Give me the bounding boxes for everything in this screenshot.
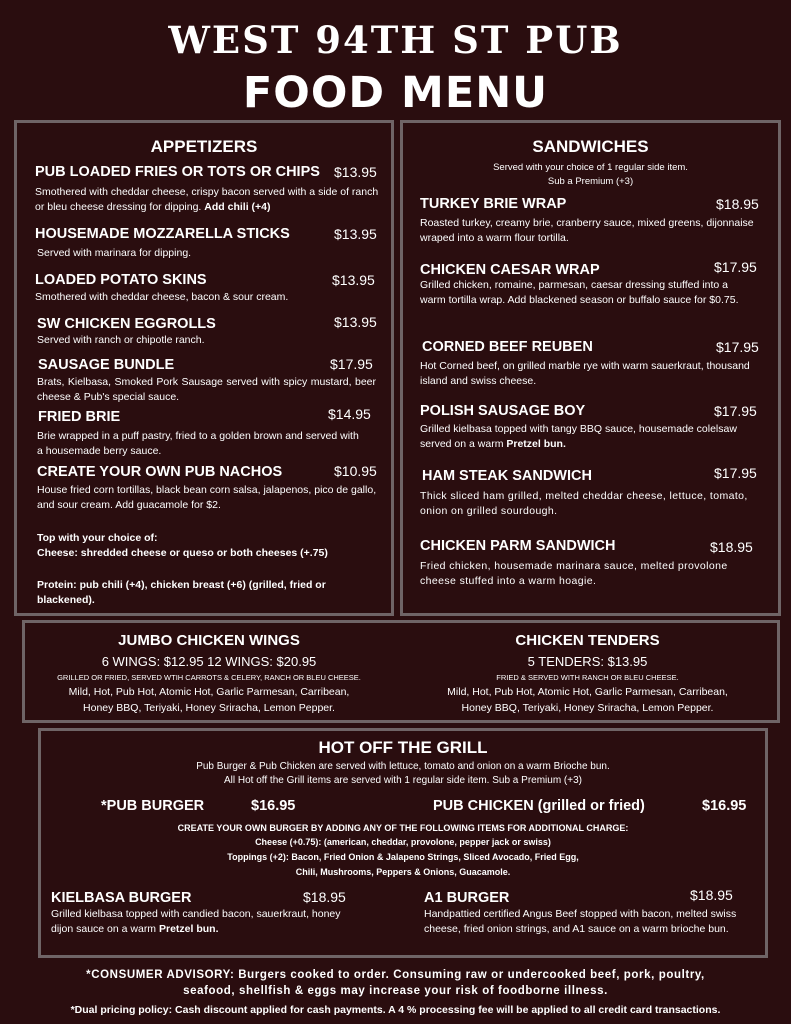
item-desc: Smothered with cheddar cheese, bacon & sour cream. — [35, 291, 289, 303]
menu-title: FOOD MENU — [242, 68, 549, 118]
item-name: CHICKEN CAESAR WRAP — [420, 262, 600, 278]
item-name: TURKEY BRIE WRAP — [420, 196, 567, 212]
wings-flavors: Mild, Hot, Pub Hot, Atomic Hot, Garlic Parmesan, Carribean, — [68, 686, 350, 698]
item-desc: Fried chicken, housemade marinara sauce, melted provolone cheese stuffed into a warm hoagie. — [420, 560, 728, 587]
wings-prices: 6 WINGS: $12.95 12 WINGS: $20.95 — [101, 654, 317, 669]
item-name: PUB CHICKEN (grilled or fried) — [433, 798, 645, 814]
consumer-advisory: *CONSUMER ADVISORY: Burgers cooked to order. Consuming raw or undercooked beef, pork, poultry, — [86, 969, 705, 981]
item-price: $14.95 — [328, 406, 371, 422]
sandwiches-title: SANDWICHES — [532, 137, 649, 156]
item-name: FRIED BRIE — [38, 409, 121, 425]
item-desc: Served with marinara for dipping. — [37, 247, 192, 259]
item-name: CREATE YOUR OWN PUB NACHOS — [37, 464, 283, 480]
nacho-cheese-line: Cheese: shredded cheese or queso or both cheeses (+.75) — [37, 547, 328, 559]
desc-extra: Add chili (+4) — [204, 201, 271, 213]
item-price: $17.95 — [714, 465, 757, 481]
item-desc: Served with ranch or chipotle ranch. — [37, 334, 205, 346]
item-price: $18.95 — [710, 539, 753, 555]
item-price: $18.95 — [690, 887, 733, 903]
item-price: $16.95 — [702, 798, 747, 814]
tenders-title: CHICKEN TENDERS — [515, 632, 660, 649]
item-price: $13.95 — [334, 314, 377, 330]
item-price: $17.95 — [714, 403, 757, 419]
item-desc: Brie wrapped in a puff pastry, fried to a golden brown and served with a housemade berry sauce. — [37, 430, 359, 457]
grill-subtitle: Pub Burger & Pub Chicken are served with lettuce, tomato and onion on a warm Brioche bun. — [196, 761, 610, 772]
item-name: SAUSAGE BUNDLE — [38, 357, 175, 373]
item-price: $17.95 — [330, 356, 373, 372]
item-price: $13.95 — [334, 226, 377, 242]
grill-subtitle: All Hot off the Grill items are served with 1 regular side item. Sub a Premium (+3) — [223, 775, 582, 786]
item-name: A1 BURGER — [424, 890, 510, 906]
item-desc: Thick sliced ham grilled, melted cheddar cheese, lettuce, tomato, onion on grilled sourdough. — [420, 490, 748, 517]
dual-pricing-policy: *Dual pricing policy: Cash discount applied for cash payments. A 4 % processing fee will be applied to all credit card transactions. — [70, 1004, 721, 1016]
tenders-flavors: Mild, Hot, Pub Hot, Atomic Hot, Garlic Parmesan, Carribean, — [447, 686, 728, 698]
item-price: $18.95 — [716, 196, 759, 212]
nacho-protein-line: Protein: pub chili (+4), chicken breast (+6) (grilled, fried or blackened). — [37, 579, 326, 606]
item-name: KIELBASA BURGER — [51, 890, 192, 906]
burger-toppings-line: Toppings (+2): Bacon, Fried Onion & Jalapeno Strings, Sliced Avocado, Fried Egg, — [227, 852, 579, 862]
item-desc: Hot Corned beef, on grilled marble rye with warm sauerkraut, thousand island and swiss cheese. — [420, 360, 750, 387]
item-desc — [51, 907, 356, 937]
item-desc: Roasted turkey, creamy brie, cranberry sauce, mixed greens, dijonnaise wraped into a warm flour tortilla. — [420, 217, 754, 244]
grill-title: HOT OFF THE GRILL — [318, 738, 488, 757]
item-name: PUB LOADED FRIES OR TOTS OR CHIPS — [35, 164, 320, 180]
item-price: $17.95 — [716, 339, 759, 355]
item-name: *PUB BURGER — [101, 798, 205, 814]
item-price: $13.95 — [332, 272, 375, 288]
item-desc: Brats, Kielbasa, Smoked Pork Sausage served with spicy mustard, beer cheese & Pub's special sauce. — [37, 376, 376, 403]
create-your-own-line: CREATE YOUR OWN BURGER BY ADDING ANY OF THE FOLLOWING ITEMS FOR ADDITIONAL CHARGE: — [177, 823, 629, 833]
item-name: LOADED POTATO SKINS — [35, 272, 207, 288]
wings-flavors: Honey BBQ, Teriyaki, Honey Sriracha, Lemon Pepper. — [83, 702, 335, 714]
item-price: $10.95 — [334, 463, 377, 479]
sandwiches-premium: Sub a Premium (+3) — [547, 176, 634, 187]
wings-note: GRILLED OR FRIED, SERVED WTIH CARROTS & CELERY, RANCH OR BLEU CHEESE. — [57, 673, 361, 682]
wings-title: JUMBO CHICKEN WINGS — [118, 632, 300, 649]
tenders-note: FRIED & SERVED WITH RANCH OR BLEU CHEESE. — [496, 673, 679, 682]
desc-text: Grilled kielbasa topped with tangy BBQ sauce, housemade colelsaw served on a warm — [420, 423, 737, 450]
sandwiches-subtitle: Served with your choice of 1 regular side item. — [493, 162, 688, 173]
restaurant-name: WEST 94TH ST PUB — [168, 18, 623, 62]
appetizers-title: APPETIZERS — [150, 137, 258, 156]
item-price: $16.95 — [251, 798, 296, 814]
tenders-flavors: Honey BBQ, Teriyaki, Honey Sriracha, Lemon Pepper. — [461, 702, 714, 714]
burger-toppings-line: Chili, Mushrooms, Peppers & Onions, Guacamole. — [295, 867, 511, 877]
consumer-advisory: seafood, shellfish & eggs may increase your risk of foodborne illness. — [183, 985, 608, 997]
item-desc: Handpattied certified Angus Beef stopped with bacon, melted swiss cheese, fried onion strings, and A1 sauce on a warm brioche bun. — [424, 908, 737, 935]
item-desc — [35, 185, 380, 215]
tenders-prices: 5 TENDERS: $13.95 — [527, 654, 648, 669]
item-desc: House fried corn tortillas, black bean corn salsa, jalapenos, pico de gallo, and sour cream. Add guacamole for $2. — [37, 484, 377, 511]
item-price: $18.95 — [303, 889, 346, 905]
item-price: $13.95 — [334, 164, 377, 180]
item-desc: Grilled chicken, romaine, parmesan, caesar dressing stuffed into a warm tortilla wrap. Add blackened season or buffalo sauce for $0.75. — [420, 279, 739, 306]
item-name: CHICKEN PARM SANDWICH — [420, 538, 616, 554]
item-name: CORNED BEEF REUBEN — [422, 339, 593, 355]
item-desc — [420, 422, 765, 452]
item-name: HOUSEMADE MOZZARELLA STICKS — [35, 226, 290, 242]
desc-text: Grilled kielbasa topped with candied bacon, sauerkraut, honey dijon sauce on a warm — [51, 908, 341, 935]
nacho-toppings-title: Top with your choice of: — [37, 532, 158, 544]
desc-extra: Pretzel bun. — [158, 923, 219, 935]
item-name: SW CHICKEN EGGROLLS — [37, 316, 216, 332]
item-name: POLISH SAUSAGE BOY — [420, 403, 586, 419]
desc-extra: Pretzel bun. — [506, 438, 566, 450]
item-name: HAM STEAK SANDWICH — [422, 468, 592, 484]
desc-text: Smothered with cheddar cheese, crispy bacon served with a side of ranch or bleu cheese dressing for dipping. — [35, 186, 379, 213]
burger-cheese-line: Cheese (+0.75): (american, cheddar, provolone, pepper jack or swiss) — [255, 837, 551, 847]
item-price: $17.95 — [714, 259, 757, 275]
